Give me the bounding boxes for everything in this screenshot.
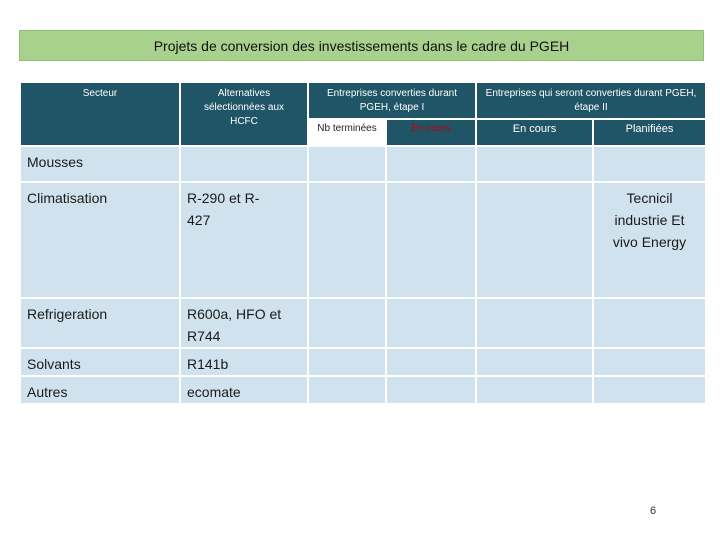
cell-planifiees: Tecnicil industrie Et vivo Energy	[594, 183, 705, 297]
cell-planifiees	[594, 147, 705, 181]
header-alternatives: Alternatives sélectionnées aux HCFC	[181, 83, 307, 145]
cell-en-cours-2	[477, 183, 592, 297]
cell-en-cours-1	[387, 349, 475, 375]
table-row	[21, 349, 705, 375]
table-row	[21, 299, 705, 347]
header-etape-2: Entreprises qui seront converties durant PGEH, étape II	[477, 83, 705, 118]
cell-alternative	[181, 147, 307, 181]
cell-secteur: Climatisation	[21, 183, 179, 297]
cell-planifiees	[594, 377, 705, 403]
cell-nb-terminees	[309, 299, 385, 347]
cell-en-cours-1	[387, 299, 475, 347]
cell-en-cours-2	[477, 349, 592, 375]
header-etape-1: Entreprises converties durant PGEH, étape I	[309, 83, 475, 118]
table-row	[21, 183, 705, 297]
table-row	[21, 377, 705, 403]
cell-nb-terminees	[309, 377, 385, 403]
cell-en-cours-1	[387, 377, 475, 403]
cell-nb-terminees	[309, 349, 385, 375]
cell-nb-terminees	[309, 183, 385, 297]
cell-secteur: Refrigeration	[21, 299, 179, 347]
cell-en-cours-2	[477, 299, 592, 347]
cell-planifiees	[594, 299, 705, 347]
table-row	[21, 147, 705, 181]
cell-en-cours-1	[387, 183, 475, 297]
subheader-en-cours-1: En cours	[387, 120, 475, 145]
cell-nb-terminees	[309, 147, 385, 181]
cell-en-cours-2	[477, 147, 592, 181]
page-number: 6	[650, 505, 657, 517]
header-secteur: Secteur	[21, 83, 179, 145]
cell-alternative: ecomate	[181, 377, 307, 403]
cell-en-cours-2	[477, 377, 592, 403]
slide-title: Projets de conversion des investissements dans le cadre du PGEH	[19, 30, 704, 61]
subheader-planifiees: Planifiées	[594, 120, 705, 145]
conversion-projects-table	[19, 81, 707, 405]
cell-secteur: Solvants	[21, 349, 179, 375]
cell-alternative: R141b	[181, 349, 307, 375]
cell-secteur: Mousses	[21, 147, 179, 181]
subheader-en-cours-2: En cours	[477, 120, 592, 145]
cell-planifiees	[594, 349, 705, 375]
cell-secteur: Autres	[21, 377, 179, 403]
cell-alternative: R-290 et R-427	[181, 183, 307, 297]
cell-alternative: R600a, HFO et R744	[181, 299, 307, 347]
cell-en-cours-1	[387, 147, 475, 181]
subheader-nb-terminees: Nb terminées	[309, 120, 385, 145]
